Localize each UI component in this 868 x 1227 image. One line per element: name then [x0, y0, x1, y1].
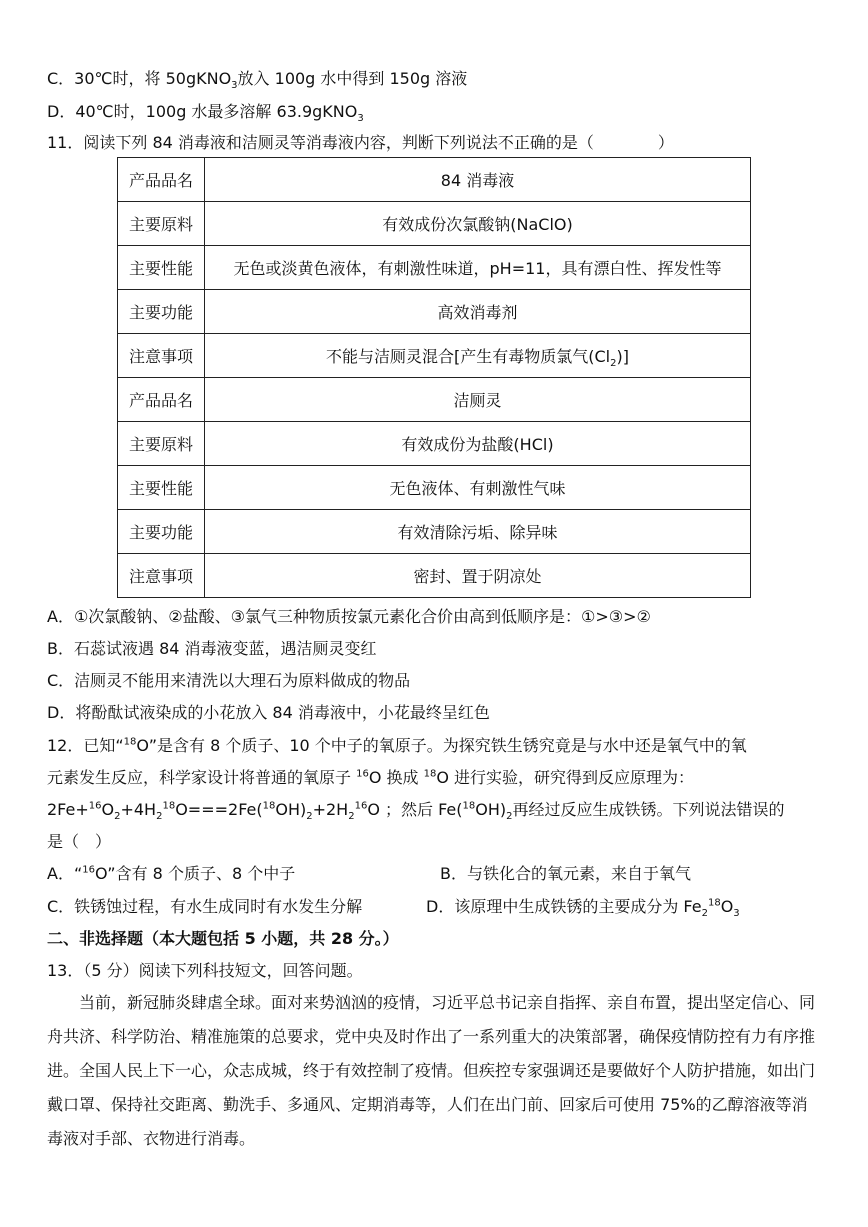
subscript: 2 — [506, 811, 513, 823]
table-value: 有效成份次氯酸钠(NaClO) — [205, 202, 751, 246]
q12-option-a — [47, 863, 295, 885]
table-row — [118, 246, 751, 290]
superscript: 16 — [88, 800, 102, 812]
subscript: 2 — [114, 811, 121, 823]
superscript: 18 — [123, 736, 137, 748]
text: A．“ — [47, 864, 83, 883]
table-row — [118, 378, 751, 422]
text: +4H — [120, 800, 157, 819]
table-value: 无色或淡黄色液体，有刺激性味道，pH=11，具有漂白性、挥发性等 — [205, 246, 751, 290]
question-12-line2 — [47, 767, 694, 789]
table-value: 84 消毒液 — [205, 158, 751, 202]
table-key: 主要原料 — [118, 422, 205, 466]
superscript: 18 — [162, 800, 176, 812]
q11-option-c: C．洁厕灵不能用来清洗以大理石为原料做成的物品 — [47, 671, 411, 690]
subscript: 2 — [306, 811, 313, 823]
q12-option-c: C．铁锈蚀过程，有水生成同时有水发生分解 — [47, 897, 363, 916]
text: 放入 100g 水中得到 150g 溶液 — [237, 69, 468, 88]
table-value: 有效清除污垢、除异味 — [205, 510, 751, 554]
question-13-title: 13．（5 分）阅读下列科技短文，回答问题。 — [47, 961, 363, 980]
option-c-q10 — [47, 68, 467, 90]
text: D．该原理中生成铁锈的主要成分为 Fe — [426, 897, 702, 916]
table-key: 注意事项 — [118, 554, 205, 598]
table-key: 主要功能 — [118, 290, 205, 334]
section-heading: 二、非选择题（本大题包括 5 小题，共 28 分。） — [47, 929, 399, 948]
text: O 进行实验，研究得到反应原理为： — [436, 768, 695, 787]
text: +2H — [312, 800, 349, 819]
q12-option-b: B．与铁化合的氧元素，来自于氧气 — [440, 864, 691, 883]
superscript: 18 — [707, 897, 721, 909]
superscript: 16 — [82, 864, 95, 876]
subscript: 3 — [231, 80, 238, 92]
table-value: 高效消毒剂 — [205, 290, 751, 334]
table-key: 主要性能 — [118, 466, 205, 510]
question-12-line4: 是（ ） — [47, 832, 112, 851]
question-12-equation — [47, 799, 785, 821]
superscript: 16 — [356, 768, 369, 780]
table-value: 有效成份为盐酸(HCl) — [205, 422, 751, 466]
q12-option-d — [426, 896, 740, 918]
subscript: 2 — [156, 811, 163, 823]
text: 2Fe+ — [47, 800, 89, 819]
text: O 换成 — [368, 768, 424, 787]
text: O”含有 8 个质子、8 个中子 — [94, 864, 296, 883]
table-row — [118, 510, 751, 554]
subscript: 2 — [610, 358, 617, 370]
table-key: 产品品名 — [118, 378, 205, 422]
question-13-passage: 当前，新冠肺炎肆虐全球。面对来势汹汹的疫情，习近平总书记亲自指挥、亲自布置，提出坚定信心、同舟共济、科学防治、精准施策的总要求，党中央及时作出了一系列重大的决策部署，确保疫情防控有力有序推进。全国人民上下一心，众志成城，终于有效控制了疫情。但疾控专家强调还是要做好个人防护措施，如出门戴口罩、保持社交距离、勤洗手、多通风、定期消毒等，人们在出门前、回家后可使用 75%的乙醇溶液等消毒液对手部、衣物进行消毒。 — [47, 993, 816, 1148]
text: O===2Fe( — [175, 800, 263, 819]
text: D．40℃时，100g 水最多溶解 63.9gKNO — [47, 102, 358, 121]
text: 12．已知“ — [47, 736, 124, 755]
text: O — [101, 800, 115, 819]
superscript: 16 — [354, 800, 368, 812]
table-value: 无色液体、有刺激性气味 — [205, 466, 751, 510]
text: 再经过反应生成铁锈。下列说法错误的 — [512, 800, 785, 819]
table-row — [118, 554, 751, 598]
text: 不能与洁厕灵混合[产生有毒物质氯气(Cl — [326, 347, 611, 366]
table-row — [118, 422, 751, 466]
superscript: 18 — [423, 768, 437, 780]
q11-option-d: D．将酚酞试液染成的小花放入 84 消毒液中，小花最终呈红色 — [47, 703, 490, 722]
subscript: 2 — [348, 811, 355, 823]
text: O — [720, 897, 734, 916]
q11-option-b: B．石蕊试液遇 84 消毒液变蓝，遇洁厕灵变红 — [47, 639, 377, 658]
table-key: 注意事项 — [118, 334, 205, 378]
table-key: 产品品名 — [118, 158, 205, 202]
q11-option-a: A．①次氯酸钠、②盐酸、③氯气三种物质按氯元素化合价由高到低顺序是：①>③>② — [47, 607, 651, 626]
option-d-q10 — [47, 101, 364, 123]
superscript: 18 — [462, 800, 476, 812]
table-row — [118, 202, 751, 246]
text: OH) — [275, 800, 307, 819]
text: )] — [616, 347, 629, 366]
question-11: 11．阅读下列 84 消毒液和洁厕灵等消毒液内容，判断下列说法不正确的是（ ） — [47, 133, 674, 152]
subscript: 2 — [701, 908, 708, 920]
text: O ；然后 Fe( — [367, 800, 463, 819]
table-key: 主要功能 — [118, 510, 205, 554]
table-value: 密封、置于阴凉处 — [205, 554, 751, 598]
subscript: 3 — [357, 113, 364, 125]
table-key: 主要原料 — [118, 202, 205, 246]
subscript: 3 — [733, 908, 740, 920]
text: 元素发生反应，科学家设计将普通的氧原子 — [47, 768, 357, 787]
table-row — [118, 334, 751, 378]
table-row — [118, 466, 751, 510]
disinfectant-table — [117, 157, 751, 598]
text: O”是含有 8 个质子、10 个中子的氧原子。为探究铁生锈究竟是与水中还是氧气中的氧 — [136, 736, 747, 755]
table-value: 洁厕灵 — [205, 378, 751, 422]
text: OH) — [475, 800, 507, 819]
table-row — [118, 158, 751, 202]
superscript: 18 — [262, 800, 276, 812]
question-12-line1 — [47, 735, 747, 757]
table-key: 主要性能 — [118, 246, 205, 290]
text: C．30℃时，将 50gKNO — [47, 69, 232, 88]
table-value — [205, 334, 751, 378]
table-row — [118, 290, 751, 334]
